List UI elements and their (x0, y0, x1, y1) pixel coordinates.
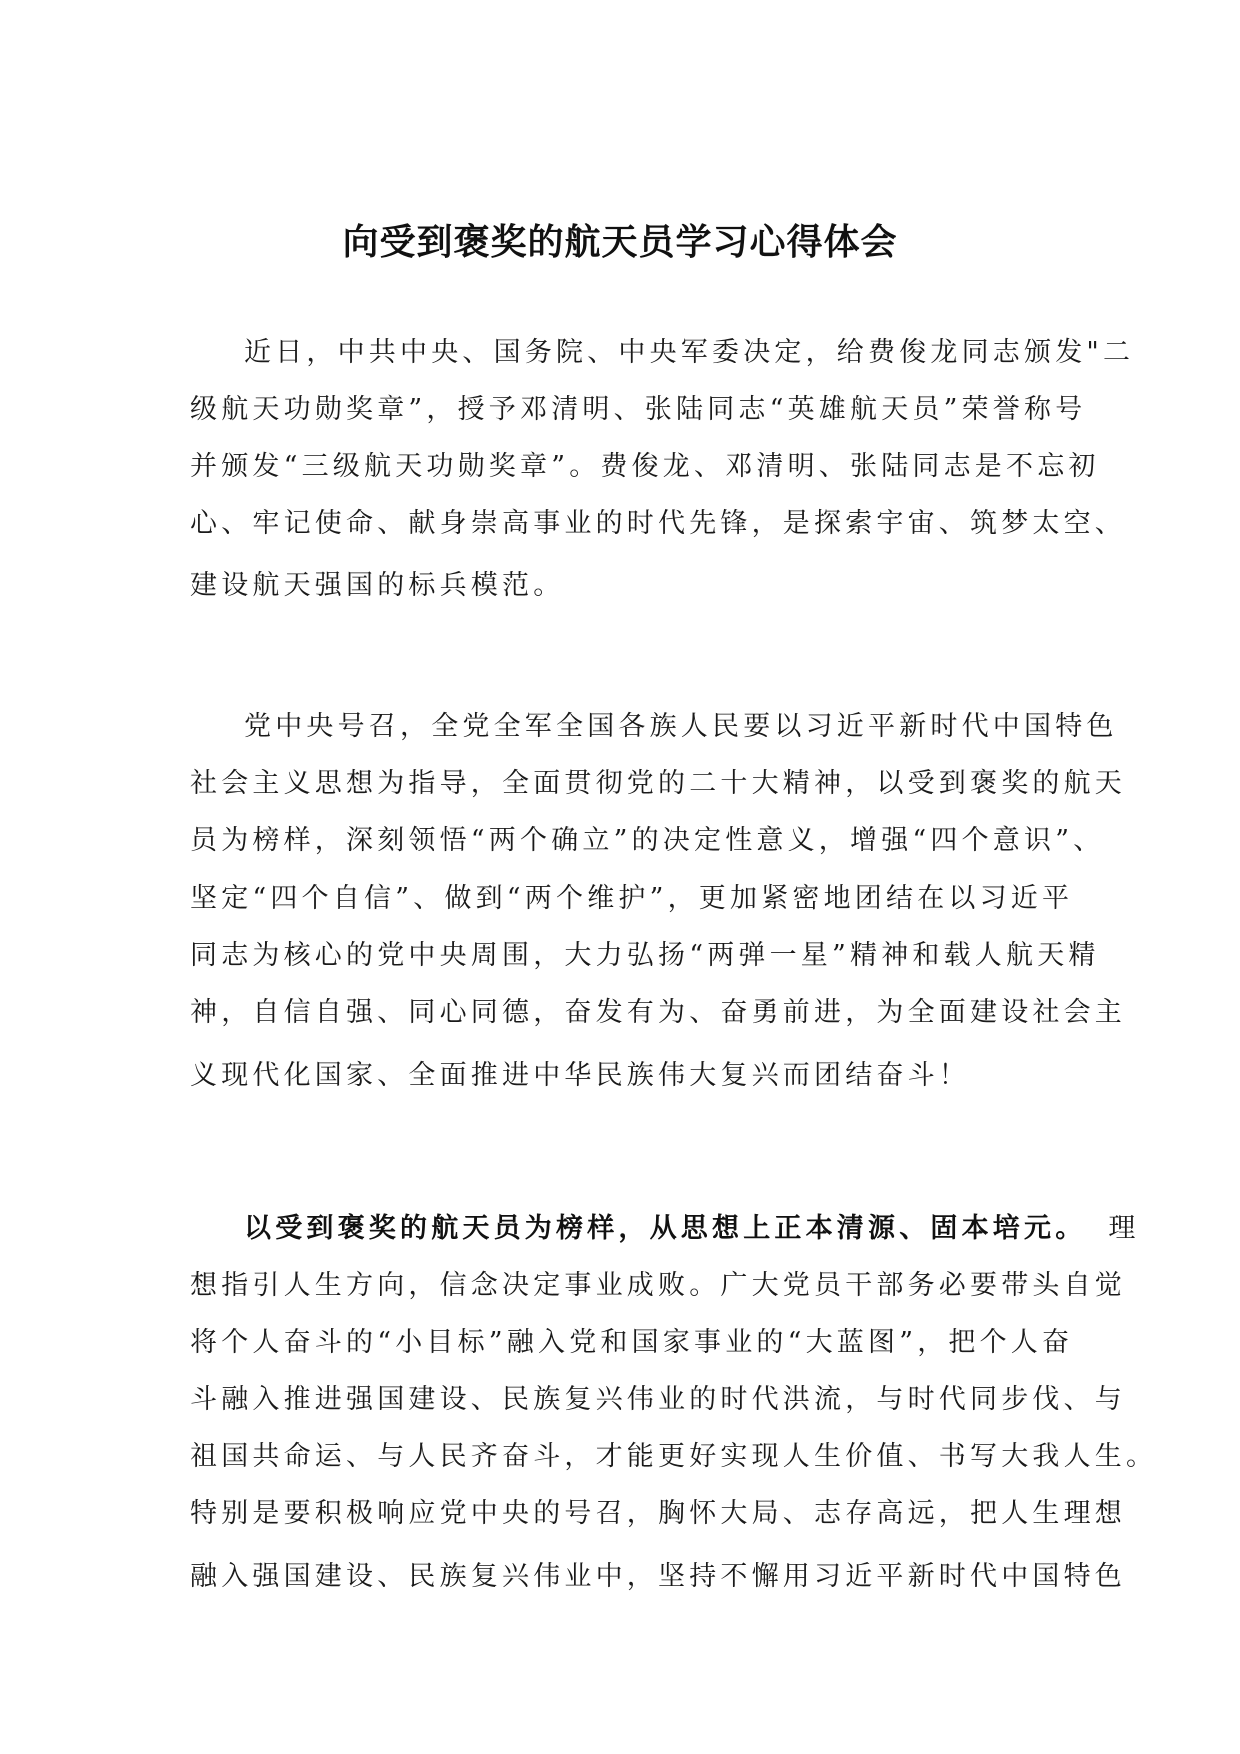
paragraph-line: 神，自信自强、同心同德，奋发有为、奋勇前进，为全面建设社会主 (190, 997, 1126, 1028)
paragraph-line: 想指引人生方向，信念决定事业成败。广大党员干部务必要带头自觉 (190, 1270, 1126, 1301)
paragraph-line: 祖国共命运、与人民齐奋斗，才能更好实现人生价值、书写大我人生。 (190, 1441, 1158, 1472)
paragraph-line: 并颁发“三级航天功勋奖章”。费俊龙、邓清明、张陆同志是不忘初 (190, 451, 1100, 482)
paragraph-line: 融入强国建设、民族复兴伟业中，坚持不懈用习近平新时代中国特色 (190, 1561, 1126, 1592)
paragraph-lead-heading: 以受到褒奖的航天员为榜样，从思想上正本清源、固本培元。 (244, 1213, 1087, 1244)
document-title: 向受到褒奖的航天员学习心得体会 (342, 221, 898, 263)
paragraph-first-line (244, 1206, 1140, 1245)
paragraph-line: 义现代化国家、全面推进中华民族伟大复兴而团结奋斗！ (190, 1060, 970, 1091)
paragraph-line: 党中央号召，全党全军全国各族人民要以习近平新时代中国特色 (244, 711, 1118, 742)
paragraph-line: 员为榜样，深刻领悟“两个确立”的决定性意义，增强“四个意识”、 (190, 825, 1105, 856)
paragraph-line: 将个人奋斗的“小目标”融入党和国家事业的“大蓝图”，把个人奋 (190, 1327, 1074, 1358)
paragraph-line: 同志为核心的党中央周围，大力弘扬“两弹一星”精神和载人航天精 (190, 940, 1100, 971)
paragraph-line: 社会主义思想为指导，全面贯彻党的二十大精神，以受到褒奖的航天 (190, 768, 1126, 799)
paragraph-line: 心、牢记使命、献身崇高事业的时代先锋，是探索宇宙、筑梦太空、 (190, 508, 1126, 539)
paragraph-line: 斗融入推进强国建设、民族复兴伟业的时代洪流，与时代同步伐、与 (190, 1384, 1126, 1415)
paragraph-line: 坚定“四个自信”、做到“两个维护”，更加紧密地团结在以习近平 (190, 883, 1074, 914)
paragraph-line: 建设航天强国的标兵模范。 (190, 570, 565, 601)
paragraph-lead-continuation: 理 (1108, 1213, 1140, 1244)
paragraph-line: 特别是要积极响应党中央的号召，胸怀大局、志存高远，把人生理想 (190, 1498, 1126, 1529)
paragraph-line: 级航天功勋奖章”，授予邓清明、张陆同志“英雄航天员”荣誉称号 (190, 394, 1087, 425)
paragraph-line: 近日，中共中央、国务院、中央军委决定，给费俊龙同志颁发"二 (244, 337, 1135, 368)
